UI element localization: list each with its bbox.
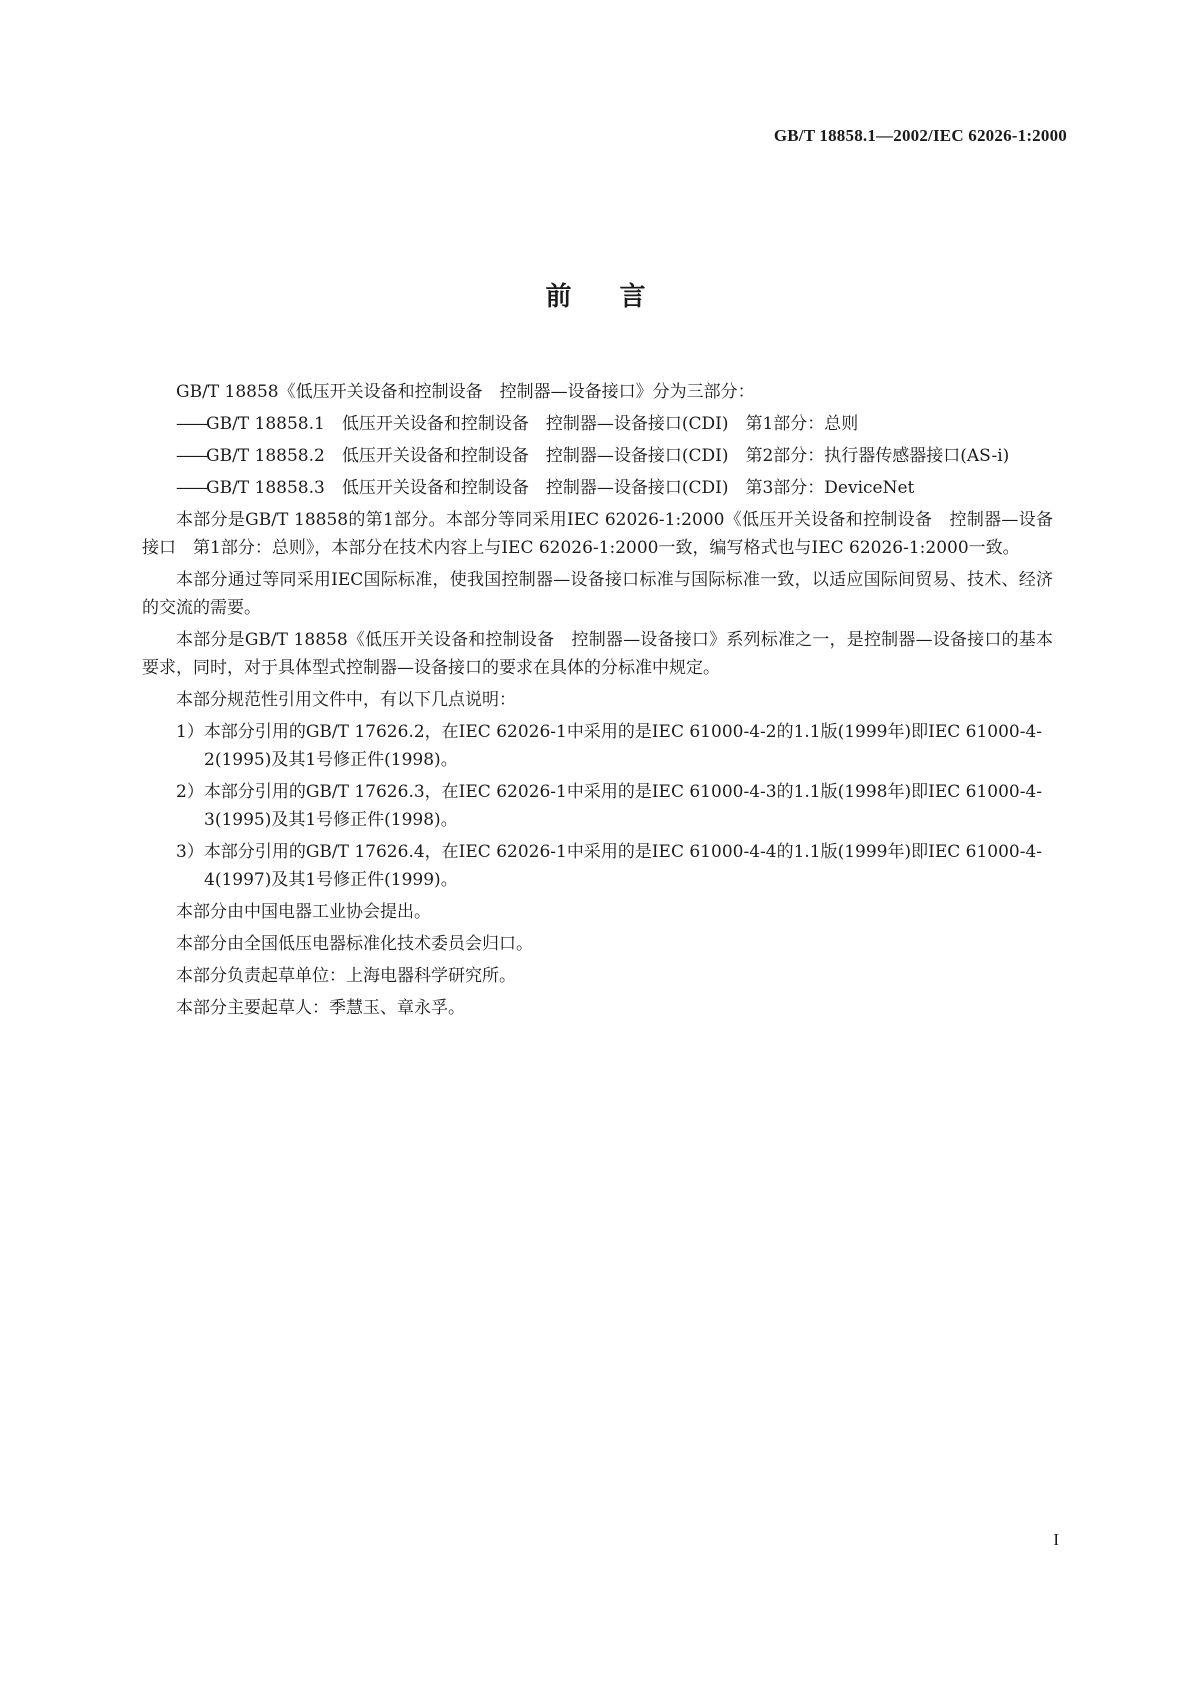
standard-code-header: GB/T 18858.1—2002/IEC 62026-1:2000 <box>773 126 1067 145</box>
body-paragraph: 本部分主要起草人：季慧玉、章永孚。 <box>176 998 465 1018</box>
body-paragraph: 本部分规范性引用文件中，有以下几点说明： <box>176 690 516 710</box>
numbered-note: 2）本部分引用的GB/T 17626.3，在IEC 62026-1中采用的是IEC 61000-4-3的1.1版(1998年)即IEC 61000-4-3(1995)及其1号修正件(1998)。 <box>176 782 1043 830</box>
body-paragraph: 本部分负责起草单位：上海电器科学研究所。 <box>176 966 516 986</box>
part-list-item: ——GB/T 18858.3 低压开关设备和控制设备 控制器—设备接口(CDI) 第3部分：DeviceNet <box>176 478 915 498</box>
dash-mark: —— <box>176 414 206 434</box>
page-title: 前言 <box>545 282 694 312</box>
body-paragraph: 本部分是GB/T 18858《低压开关设备和控制设备 控制器—设备接口》系列标准之一，是控制器—设备接口的基本要求，同时，对于具体型式控制器—设备接口的要求在具体的分标准中规定。 <box>142 630 1053 678</box>
body-paragraph: 本部分通过等同采用IEC国际标准，使我国控制器—设备接口标准与国际标准一致，以适应国际间贸易、技术、经济的交流的需要。 <box>142 570 1053 618</box>
body-paragraph: 本部分由中国电器工业协会提出。 <box>176 902 431 922</box>
intro-paragraph: GB/T 18858《低压开关设备和控制设备 控制器—设备接口》分为三部分： <box>176 382 755 402</box>
foreword-body <box>142 378 1053 1026</box>
page-number: I <box>1053 1530 1059 1549</box>
dash-mark: —— <box>176 478 206 498</box>
part-list-item: ——GB/T 18858.1 低压开关设备和控制设备 控制器—设备接口(CDI) 第1部分：总则 <box>176 414 859 434</box>
numbered-note: 1）本部分引用的GB/T 17626.2，在IEC 62026-1中采用的是IEC 61000-4-2的1.1版(1999年)即IEC 61000-4-2(1995)及其1号修正件(1998)。 <box>176 722 1043 770</box>
part-list-item: ——GB/T 18858.2 低压开关设备和控制设备 控制器—设备接口(CDI) 第2部分：执行器传感器接口(AS-i) <box>176 446 1010 466</box>
body-paragraph: 本部分是GB/T 18858的第1部分。本部分等同采用IEC 62026-1:2000《低压开关设备和控制设备 控制器—设备接口 第1部分：总则》，本部分在技术内容上与IEC 62026-1:2000一致，编写格式也与IEC 62026-1:2000一致。 <box>142 510 1053 558</box>
numbered-note: 3）本部分引用的GB/T 17626.4，在IEC 62026-1中采用的是IEC 61000-4-4的1.1版(1999年)即IEC 61000-4-4(1997)及其1号修正件(1999)。 <box>176 842 1043 890</box>
dash-mark: —— <box>176 446 206 466</box>
body-paragraph: 本部分由全国低压电器标准化技术委员会归口。 <box>176 934 533 954</box>
